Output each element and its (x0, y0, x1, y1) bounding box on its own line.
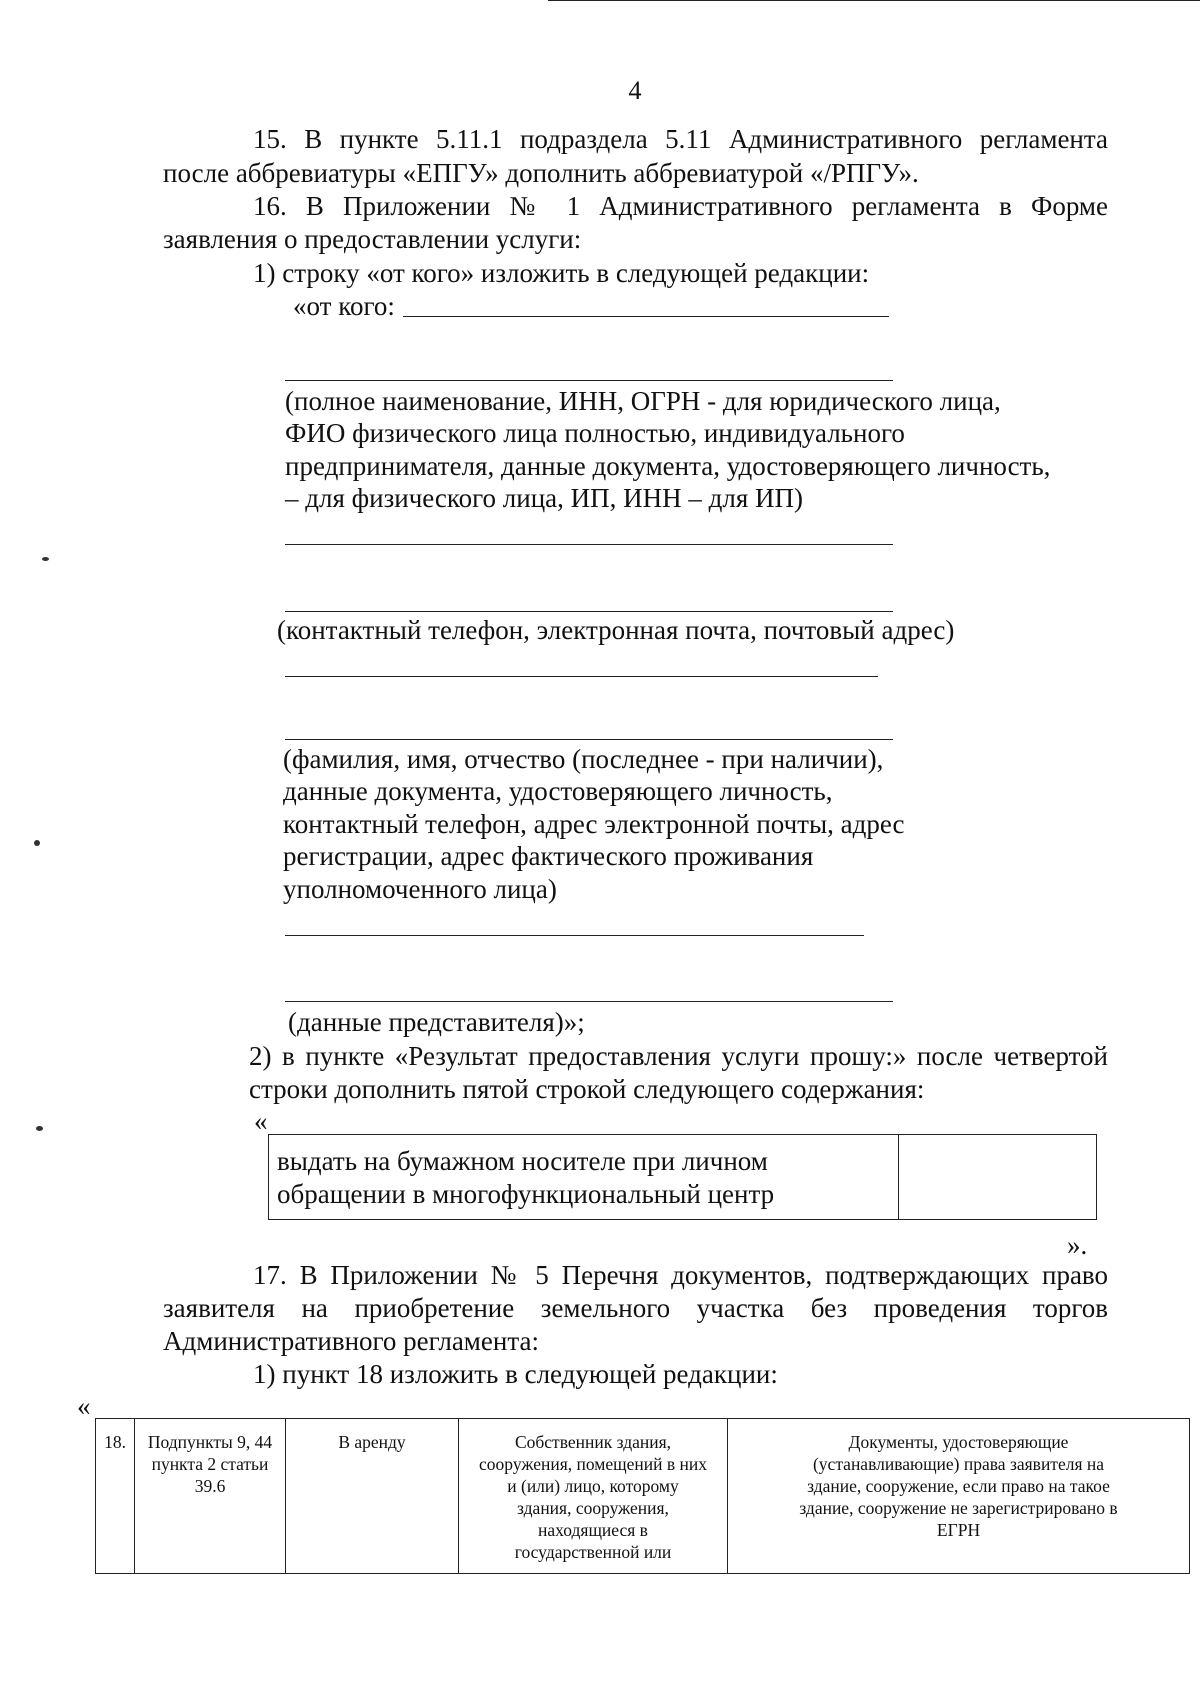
item15-line1: 15. В пункте 5.11.1 подраздела 5.11 Административного регламента (253, 124, 1108, 154)
blank-line-7 (285, 935, 864, 936)
caption-representative: (данные представителя)»; (288, 1007, 585, 1037)
cell-subpoints (135, 1419, 286, 1574)
applicant-line-5: находящиеся в (538, 1520, 648, 1540)
caption-rep-person-2: данные документа, удостоверяющего личность, (283, 776, 833, 806)
caption-rep-person-4: регистрации, адрес фактического проживания (283, 841, 814, 871)
caption-rep-person-5: уполномоченного лица) (283, 874, 557, 904)
scan-speck (36, 1126, 43, 1131)
item16-sub2-line1: 2) в пункте «Результат предоставления услуги прошу:» после четвертой (249, 1041, 1108, 1071)
item16-sub1: 1) строку «от кого» изложить в следующей редакции: (253, 258, 870, 288)
page-number: 4 (628, 76, 642, 105)
item15-line2: после аббревиатуры «ЕПГУ» дополнить аббревиатурой «/РПГУ». (163, 158, 919, 188)
cell-applicant (459, 1419, 728, 1574)
result-row-text-1: выдать на бумажном носителе при личном (277, 1146, 768, 1176)
subpoints-line-1: Подпункты 9, 44 (147, 1432, 273, 1452)
item17-line1: 17. В Приложении № 5 Перечня документов, подтверждающих право (253, 1260, 1108, 1290)
blank-line-5 (285, 676, 878, 677)
applicant-line-1: Собственник здания, (514, 1432, 672, 1452)
blank-line-6 (285, 739, 893, 740)
item16-line1: 16. В Приложении № 1 Административного регламента в Форме (253, 191, 1108, 221)
applicant-line-2: сооружения, помещений в них (479, 1454, 707, 1474)
subpoints-line-3: 39.6 (194, 1476, 226, 1496)
documents-line-2: (устанавливающие) права заявителя на (812, 1454, 1105, 1474)
item18-table (95, 1418, 1190, 1574)
documents-line-5: ЕГРН (936, 1520, 981, 1540)
from-blank-line-1 (403, 316, 889, 317)
caption-applicant-2: ФИО физического лица полностью, индивидуального (285, 418, 905, 448)
caption-rep-person-1: (фамилия, имя, отчество (последнее - при наличии), (283, 744, 884, 774)
from-blank-line-2 (285, 380, 893, 381)
blank-line-3 (285, 544, 893, 545)
scan-speck (34, 840, 40, 846)
item17-line2: заявителя на приобретение земельного участка без проведения торгов (163, 1293, 1108, 1323)
open-quote-2: « (77, 1391, 91, 1421)
close-quote-1: ». (1067, 1230, 1088, 1260)
item16-sub2-line2: строки дополнить пятой строкой следующего содержания: (249, 1074, 925, 1104)
caption-applicant-4: – для физического лица, ИП, ИНН – для ИП) (285, 483, 804, 513)
caption-contacts: (контактный телефон, электронная почта, почтовый адрес) (277, 615, 955, 645)
result-row-table (268, 1134, 1097, 1220)
table-row (96, 1419, 1190, 1574)
documents-line-4: здание, сооружение не зарегистрировано в (799, 1498, 1118, 1518)
from-label: «от кого: (293, 291, 395, 321)
caption-applicant-3: предпринимателя, данные документа, удостоверяющего личность, (285, 451, 1051, 481)
caption-rep-person-3: контактный телефон, адрес электронной почты, адрес (283, 809, 905, 839)
cell-documents (728, 1419, 1190, 1574)
applicant-line-6: государственной или (514, 1542, 672, 1562)
page-top-border (548, 0, 1200, 1)
documents-line-3: здание, сооружение, если право на такое (807, 1476, 1110, 1496)
caption-applicant-1: (полное наименование, ИНН, ОГРН - для юридического лица, (285, 386, 1001, 416)
subpoints-line-2: пункта 2 статьи (151, 1454, 269, 1474)
open-quote-1: « (254, 1106, 268, 1136)
cell-number: 18. (96, 1419, 135, 1574)
applicant-line-4: здания, сооружения, (517, 1498, 669, 1518)
result-row-text-cell (269, 1135, 899, 1219)
item17-line3: Административного регламента: (163, 1326, 539, 1356)
item16-line2: заявления о предоставлении услуги: (163, 224, 582, 254)
scan-speck (42, 557, 49, 561)
blank-line-4 (285, 611, 893, 612)
applicant-line-3: и (или) лицо, которому (507, 1476, 679, 1496)
result-row-text-2: обращении в многофункциональный центр (277, 1179, 775, 1209)
documents-line-1: Документы, удостоверяющие (848, 1432, 1069, 1452)
item17-sub1: 1) пункт 18 изложить в следующей редакции: (253, 1359, 778, 1389)
cell-type: В аренду (286, 1419, 459, 1574)
blank-line-8 (285, 1001, 893, 1002)
